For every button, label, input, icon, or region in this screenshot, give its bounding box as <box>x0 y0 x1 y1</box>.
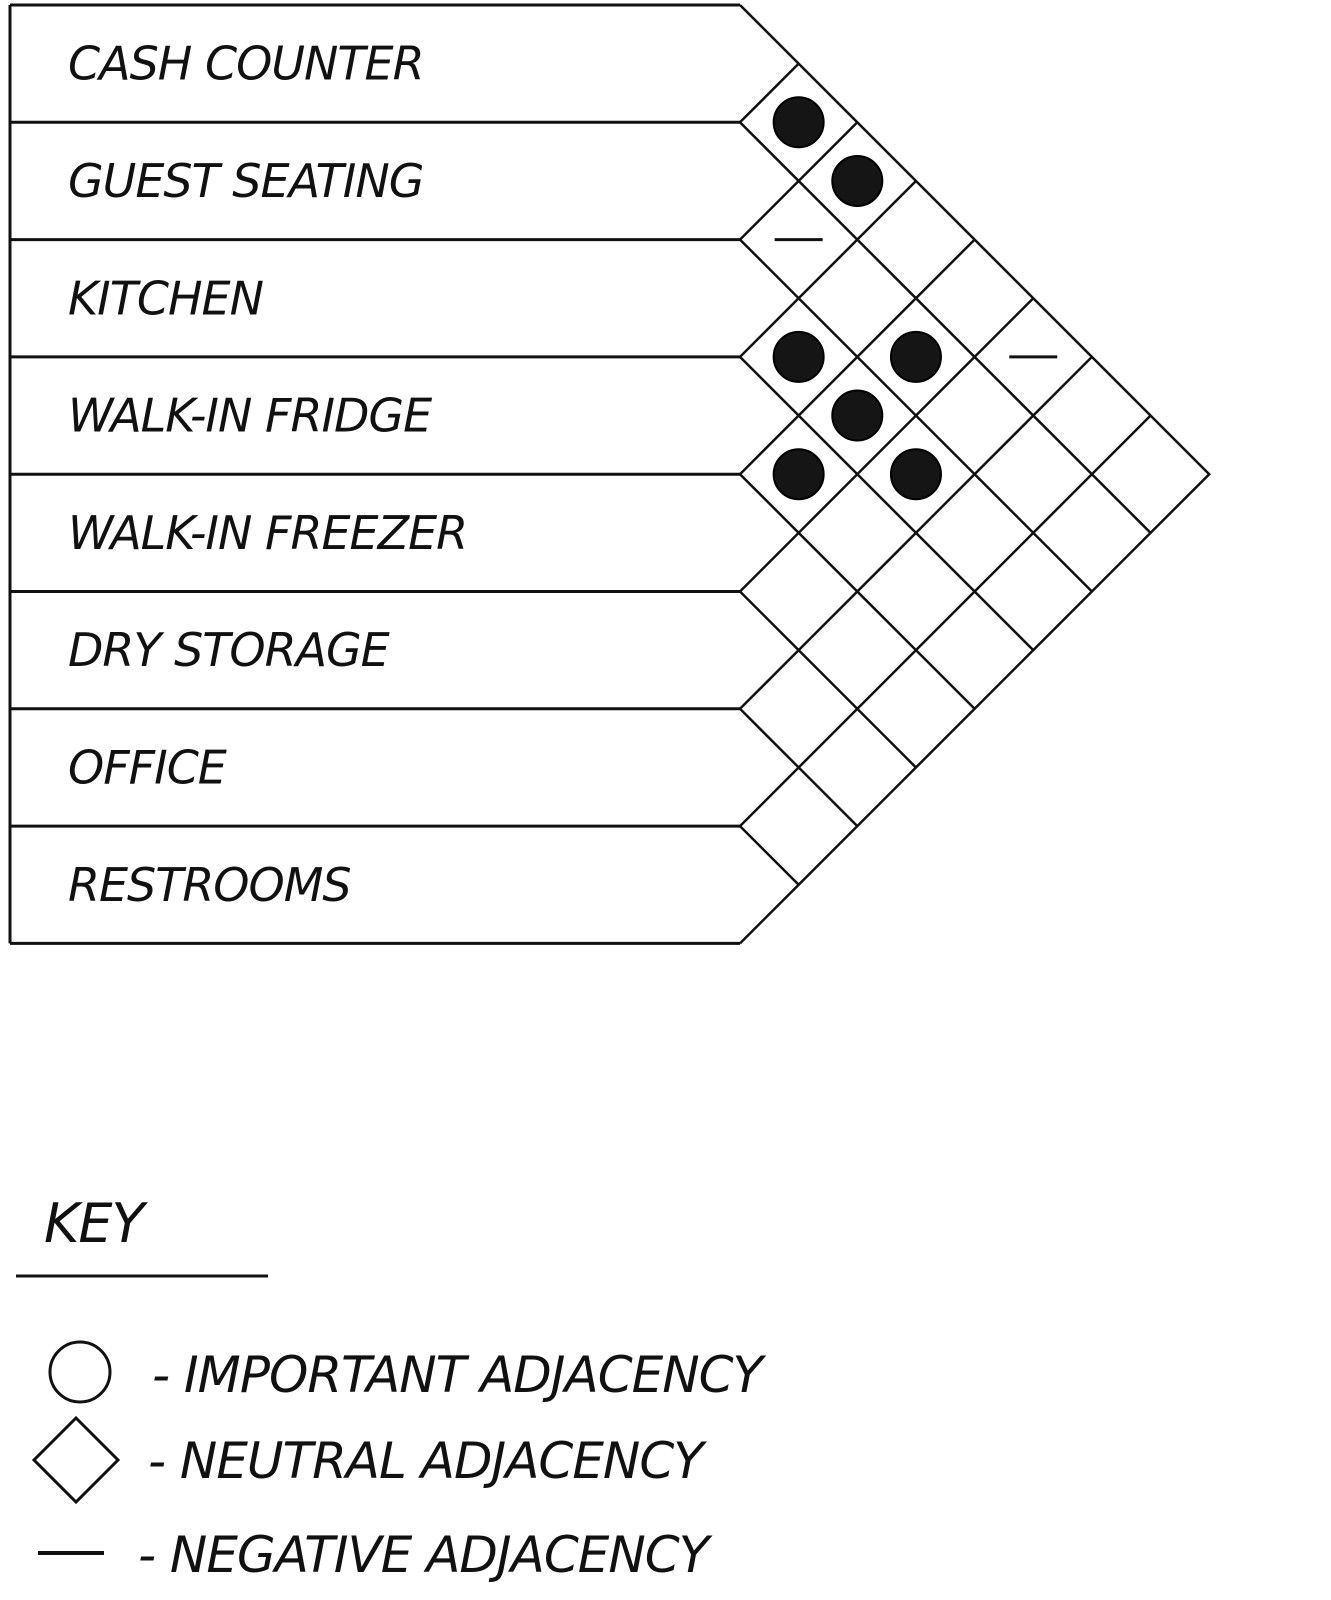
key-title: KEY <box>44 1192 144 1255</box>
key-neutral-label: - NEUTRAL ADJACENCY <box>148 1432 703 1490</box>
room-label: KITCHEN <box>68 271 264 326</box>
important-adjacency-dot <box>774 449 824 499</box>
room-label: GUEST SEATING <box>68 153 424 208</box>
circle-icon <box>50 1342 110 1402</box>
grid-diagonal-up <box>740 181 916 357</box>
grid-diagonal-down <box>740 357 1033 650</box>
important-adjacency-dot <box>891 449 941 499</box>
room-label: WALK-IN FREEZER <box>68 505 468 560</box>
room-rows <box>10 5 740 943</box>
key-legend <box>16 1192 767 1584</box>
grid-diagonal-down <box>740 826 799 885</box>
important-adjacency-dot <box>891 332 941 382</box>
important-adjacency-dot <box>832 391 882 441</box>
important-adjacency-dot <box>774 97 824 147</box>
diamond-icon <box>34 1418 118 1502</box>
room-label: DRY STORAGE <box>68 623 389 678</box>
room-label: OFFICE <box>68 740 226 795</box>
room-label: CASH COUNTER <box>68 36 424 91</box>
key-important-label: - IMPORTANT ADJACENCY <box>152 1346 763 1404</box>
grid-diagonal-down <box>740 592 916 768</box>
room-label: WALK-IN FRIDGE <box>68 388 432 443</box>
room-label: RESTROOMS <box>68 857 351 912</box>
important-adjacency-dot <box>774 332 824 382</box>
key-negative-label: - NEGATIVE ADJACENCY <box>138 1526 709 1584</box>
important-adjacency-dot <box>832 156 882 206</box>
